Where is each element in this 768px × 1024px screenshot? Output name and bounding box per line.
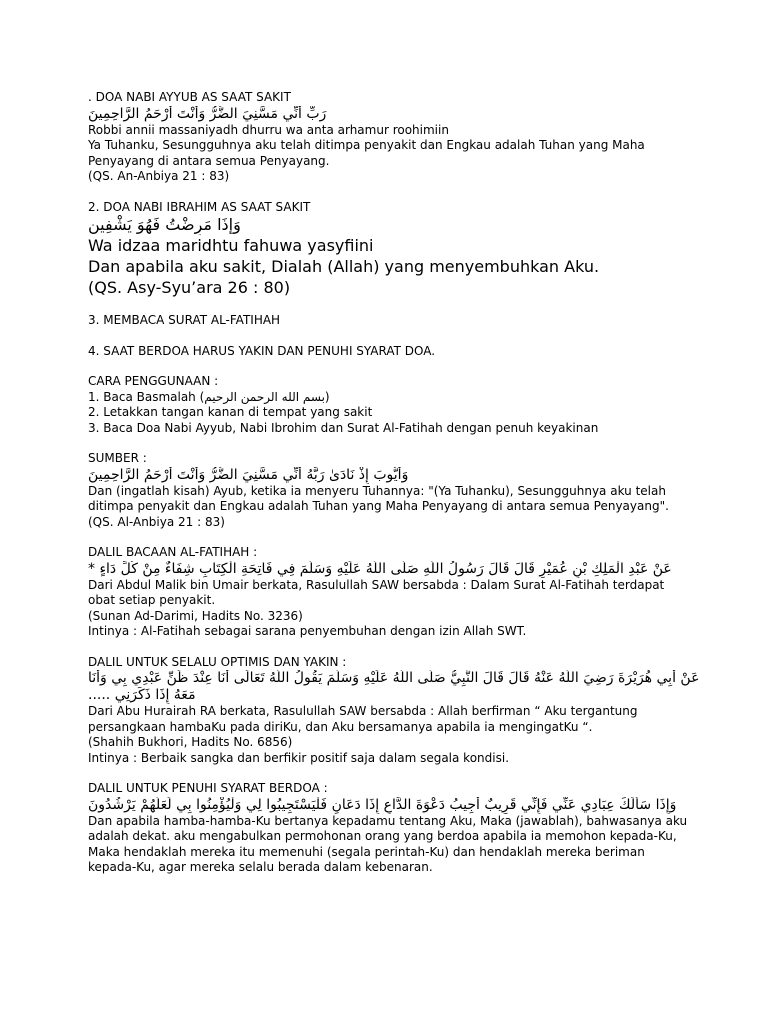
section-heading: . DOA NABI AYYUB AS SAAT SAKIT xyxy=(88,90,291,104)
list-item: 3. Baca Doa Nabi Ayyub, Nabi Ibrohim dan Surat Al-Fatihah dengan penuh keyakinan xyxy=(88,420,599,435)
list-item: 1. Baca Basmalah (بسم الله الرحمن الرحيم) xyxy=(88,389,330,404)
section-heading: 3. MEMBACA SURAT AL-FATIHAH xyxy=(88,313,281,327)
body-text: adalah dekat. aku mengabulkan permohonan orang yang berdoa apabila ia memohon kepada-Ku, xyxy=(88,829,677,843)
arabic-text: وَإِذَا سَأَلَكَ عِبَادِي عَنِّي فَإِنِّي قَرِيبٌ أُجِيبُ دَعْوَةَ الدَّاعِ إِذَا دَعَانِ فَلْيَسْتَجِيبُوا لِي وَلْيُؤْمِنُوا بِي لَعَلَّهُمْ يَرْشُدُونَ xyxy=(88,796,677,813)
arabic-text: رَبِّ أَنِّي مَسَّنِيَ الضُّرُّ وَأَنْتَ أَرْحَمُ الرَّاحِمِينَ xyxy=(88,105,327,122)
reference-text: (QS. Asy-Syu’ara 26 : 80) xyxy=(88,278,291,297)
body-text: Dan apabila hamba-hamba-Ku bertanya kepadamu tentang Aku, Maka (jawablah), bahwasanya aku xyxy=(88,813,688,828)
latin-text: Wa idzaa maridhtu fahuwa yasyfiini xyxy=(88,236,374,255)
meaning-text: Ya Tuhanku, Sesungguhnya aku telah ditimpa penyakit dan Engkau adalah Tuhan yang Maha xyxy=(88,138,645,152)
reference-text: (QS. Al-Anbiya 21 : 83) xyxy=(88,514,225,529)
section-heading: DALIL UNTUK PENUHI SYARAT BERDOA : xyxy=(88,781,328,795)
section-heading: CARA PENGGUNAAN : xyxy=(88,374,219,388)
arabic-text: مَعَهُ إِذَا ذَكَرَنِي ..... xyxy=(88,687,196,703)
section-heading: 4. SAAT BERDOA HARUS YAKIN DAN PENUHI SYARAT DOA. xyxy=(88,343,436,358)
section-heading: 2. DOA NABI IBRAHIM AS SAAT SAKIT xyxy=(88,199,311,214)
section-heading: SUMBER : xyxy=(88,451,147,465)
meaning-text: Dan apabila aku sakit, Dialah (Allah) yang menyembuhkan Aku. xyxy=(88,257,600,276)
arabic-text: عَنْ أَبِي هُرَيْرَةَ رَضِيَ اللَّهُ عَنْهُ قَالَ قَالَ النَّبِيُّ صَلَّى اللَّهُ عَلَيْهِ وَسَلَّمَ يَقُولُ اللَّهُ تَعَالَى أَنَا عِنْدَ ظَنِّ عَبْدِي بِي وَأَنَا xyxy=(88,670,700,686)
reference-text: (QS. An-Anbiya 21 : 83) xyxy=(88,169,230,183)
summary-text: Intinya : Berbaik sangka dan berfikir positif saja dalam segala kondisi. xyxy=(88,750,510,765)
document-page xyxy=(88,90,748,876)
body-text: ditimpa penyakit dan Engkau adalah Tuhan yang Maha Penyayang di antara semua Penyayang". xyxy=(88,499,669,513)
list-item: 2. Letakkan tangan kanan di tempat yang sakit xyxy=(88,405,373,419)
section-heading: DALIL BACAAN AL-FATIHAH : xyxy=(88,545,258,559)
section-heading: DALIL UNTUK SELALU OPTIMIS DAN YAKIN : xyxy=(88,654,347,669)
reference-text: (Shahih Bukhori, Hadits No. 6856) xyxy=(88,735,293,749)
arabic-text: وَأَيُّوبَ إِذْ نَادَىٰ رَبَّهُ أَنِّي مَسَّنِيَ الضُّرُّ وَأَنْتَ أَرْحَمُ الرَّاحِمِينَ xyxy=(88,466,409,483)
body-text: Dari Abu Hurairah RA berkata, Rasulullah SAW bersabda : Allah berfirman “ Aku tergantung xyxy=(88,704,638,718)
arabic-text: عَنْ عَبْدِ الْمَلِكِ بْنِ عُمَيْرٍ قَالَ قَالَ رَسُولُ اللَّهِ صَلَّى اللَّهُ عَلَيْهِ وَسَلَّمَ فِي فَاتِحَةِ الْكِتَابِ شِفَاءٌ مِنْ كُلِّ دَاءٍ * xyxy=(88,560,672,577)
body-text: Maka hendaklah mereka itu memenuhi (segala perintah-Ku) dan hendaklah mereka beriman xyxy=(88,844,645,859)
body-text: obat setiap penyakit. xyxy=(88,593,216,607)
latin-text: Robbi annii massaniyadh dhurru wa anta arhamur roohimiin xyxy=(88,122,449,137)
arabic-text: وَإِذَا مَرِضْتُ فَهُوَ يَشْفِينِ xyxy=(88,215,241,234)
reference-text: (Sunan Ad-Darimi, Hadits No. 3236) xyxy=(88,608,303,623)
meaning-text: Penyayang di antara semua Penyayang. xyxy=(88,153,330,168)
body-text: kepada-Ku, agar mereka selalu berada dalam kebenaran. xyxy=(88,860,433,874)
summary-text: Intinya : Al-Fatihah sebagai sarana penyembuhan dengan izin Allah SWT. xyxy=(88,624,527,638)
body-text: Dan (ingatlah kisah) Ayub, ketika ia menyeru Tuhannya: "(Ya Tuhanku), Sesungguhnya aku telah xyxy=(88,483,666,498)
body-text: Dari Abdul Malik bin Umair berkata, Rasulullah SAW bersabda : Dalam Surat Al-Fatihah terdapat xyxy=(88,577,665,592)
body-text: persangkaan hambaKu pada diriKu, dan Aku bersamanya apabila ia mengingatKu “. xyxy=(88,719,593,734)
